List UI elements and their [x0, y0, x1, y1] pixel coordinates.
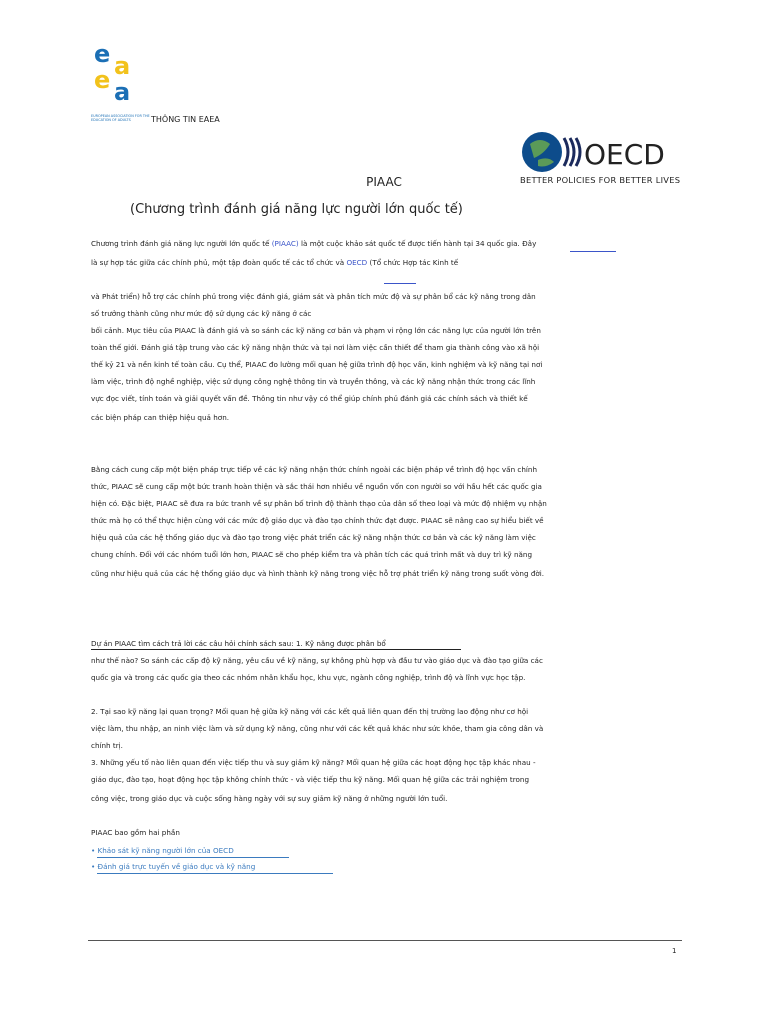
para4-line: giáo dục, đào tạo, hoạt động học tập không chính thức - và việc tiếp thu kỹ năng. Mối quan hệ giữa các trải nghiệm trong [91, 775, 530, 784]
eaea-info-label: THÔNG TIN EAEA [151, 115, 220, 124]
para2-line: cũng như hiệu quả của các hệ thống giáo dục và hình thành kỹ năng trong việc hỗ trợ phát triển kỹ năng trong suốt vòng đời. [91, 569, 545, 578]
para2-line: Bằng cách cung cấp một biện pháp trực tiếp về các kỹ năng nhận thức chính ngoài các biện pháp về trình độ học vấn chính [91, 465, 538, 474]
para2-line: hiệu quả của các hệ thống giáo dục và đào tạo trong việc phát triển các kỹ năng nhận thức cơ bản và các kỹ năng làm việc [91, 533, 536, 542]
para4-line: công việc, trong giáo dục và cuộc sống hàng ngày với sự suy giảm kỹ năng ở những người lớn tuổi. [91, 794, 448, 803]
para2-line: chung chính. Đối với các nhóm tuổi lớn hơn, PIAAC sẽ cho phép kiểm tra và phân tích các quá trình mất và duy trì kỹ năng [91, 550, 533, 559]
34-countries-link[interactable]: 34 quốc gia [475, 239, 518, 248]
svg-text:a: a [114, 52, 131, 80]
svg-text:a: a [114, 78, 131, 106]
parts-item-survey-link[interactable]: • Khảo sát kỹ năng người lớn của OECD [91, 846, 234, 855]
piaac-link[interactable]: (PIAAC) [271, 239, 299, 248]
parts-item-online-assessment-link[interactable]: • Đánh giá trực tuyến về giáo dục và kỹ năng [91, 862, 256, 871]
intro-line-10: các biện pháp can thiệp hiệu quả hơn. [91, 413, 230, 422]
eaea-caption: EUROPEAN ASSOCIATION FOR THE EDUCATION OF ADULTS [91, 114, 150, 123]
svg-text:e: e [94, 66, 111, 94]
link-underline [97, 857, 289, 858]
page-title: PIAAC [366, 175, 402, 189]
para4-line: 2. Tại sao kỹ năng lại quan trọng? Mối quan hệ giữa kỹ năng với các kết quả liên quan đến thị trường lao động như cơ hội [91, 707, 529, 716]
page-subtitle: (Chương trình đánh giá năng lực người lớn quốc tế) [130, 202, 463, 217]
para2-line: thức mà họ có thể thực hiện cùng với các mức độ giáo dục và đào tạo chính thức đạt được. PIAAC sẽ nâng cao sự hiểu biết về [91, 516, 544, 525]
para4-line: 3. Những yếu tố nào liên quan đến việc tiếp thu và suy giảm kỹ năng? Mối quan hệ giữa các hoạt động học tập khác nhau - [91, 758, 536, 767]
link-underline [97, 873, 333, 874]
oecd-wordmark: OECD [584, 138, 665, 171]
para3-line-1: Dự án PIAAC tìm cách trả lời các câu hỏi chính sách sau: 1. Kỹ năng được phân bổ [91, 639, 386, 648]
intro-line-6: toàn thế giới. Đánh giá tập trung vào các kỹ năng nhận thức và tại nơi làm việc cần thiết để tham gia thành công vào xã hội [91, 343, 540, 352]
para2-line: thức, PIAAC sẽ cung cấp một bức tranh hoàn thiện và sắc thái hơn nhiều về nguồn vốn con người so với hầu hết các quốc gia [91, 482, 542, 491]
para2-line: hiện có. Đặc biệt, PIAAC sẽ đưa ra bức tranh về sự phân bố trình độ thành thạo của dân số theo loại và mức độ nhiệm vụ nhận [91, 499, 547, 508]
page-number: 1 [672, 947, 677, 955]
oecd-link[interactable]: OECD [346, 258, 368, 267]
svg-text:e: e [94, 42, 111, 68]
intro-line-7: thế kỷ 21 và nền kinh tế toàn cầu. Cụ thể, PIAAC đo lường mối quan hệ giữa trình độ học vấn, kinh nghiệm và kỹ năng tại nơi [91, 360, 543, 369]
para4-line: việc làm, thu nhập, an ninh việc làm và sử dụng kỹ năng, cũng như với các kết quả khác như sức khỏe, tham gia công dân và [91, 724, 544, 733]
intro-line-2: là sự hợp tác giữa các chính phủ, một tập đoàn quốc tế các tổ chức và OECD (Tổ chức Hợp tác Kinh tế [91, 258, 459, 267]
para3-line-3: quốc gia và trong các quốc gia theo các nhóm nhân khẩu học, khu vực, ngành công nghiệp, trình độ và lĩnh vực học tập. [91, 673, 526, 682]
footer-divider [88, 940, 682, 941]
parts-heading: PIAAC bao gồm hai phần [91, 828, 180, 837]
link-underline [570, 251, 616, 252]
para3-underline [91, 649, 461, 650]
para4-line: chính trị. [91, 741, 123, 750]
link-underline [384, 283, 416, 284]
oecd-tagline: BETTER POLICIES FOR BETTER LIVES [520, 175, 680, 185]
intro-line-8: làm việc, trình độ nghề nghiệp, việc sử dụng công nghệ thông tin và truyền thông, và các kỹ năng nhận thức trong các lĩnh [91, 377, 536, 386]
intro-line-5: bối cảnh. Mục tiêu của PIAAC là đánh giá và so sánh các kỹ năng cơ bản và phạm vi rộng lớn các năng lực của người lớn trên [91, 326, 541, 335]
intro-line-4: số trưởng thành cũng như mức độ sử dụng các kỹ năng ở các [91, 309, 312, 318]
intro-line-9: vực đọc viết, tính toán và giải quyết vấn đề. Thông tin như vậy có thể giúp chính phủ đánh giá các chính sách và thiết kế [91, 394, 528, 403]
intro-line-3: và Phát triển) hỗ trợ các chính phủ trong việc đánh giá, giám sát và phân tích mức độ và sự phân bổ các kỹ năng trong dân [91, 292, 536, 301]
intro-line-1: Chương trình đánh giá năng lực người lớn quốc tế (PIAAC) là một cuộc khảo sát quốc tế được tiến hành tại 34 quốc gia. Đây [91, 239, 537, 248]
para3-line-2: như thế nào? So sánh các cấp độ kỹ năng, yêu cầu về kỹ năng, sự không phù hợp và đầu tư vào giáo dục và đào tạo giữa các [91, 656, 543, 665]
